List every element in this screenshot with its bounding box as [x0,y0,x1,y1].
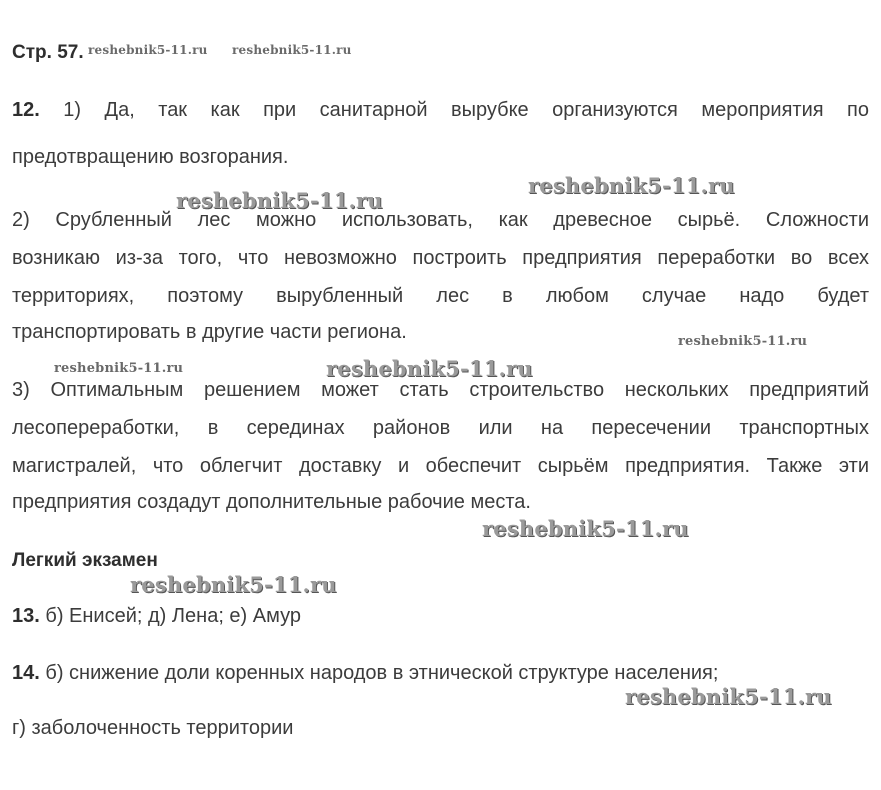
q12-p1-line-2: предотвращению возгорания. [12,146,289,168]
q12-p2-line-2: возникаю из-за того, что невозможно построить предприятия переработки во всех [12,247,869,269]
watermark: reshebnik5-11.ru [482,516,689,541]
section-heading: Легкий экзамен [12,550,158,571]
q12-line-1 [12,98,869,122]
watermark: reshebnik5-11.ru [326,356,533,381]
q14-text-1: б) снижение доли коренных народов в этнической структуре населения; [45,662,719,684]
page-title: Стр. 57. [12,42,84,63]
watermark: reshebnik5-11.ru [678,334,808,349]
q12-p3-line-3: магистралей, что облегчит доставку и обеспечит сырьём предприятия. Также эти [12,455,869,477]
watermark: reshebnik5-11.ru [528,173,735,198]
q12-p3-line-4: предприятия создадут дополнительные рабочие места. [12,491,531,513]
q12-p2-line-1: 2) Срубленный лес можно использовать, как древесное сырьё. Сложности [12,209,869,231]
q13-number: 13. [12,605,40,627]
q14-line-1 [12,661,718,685]
q12-p1-line-1: 1) Да, так как при санитарной вырубке организуются мероприятия по [63,99,870,121]
watermark: reshebnik5-11.ru [176,188,383,213]
q14-line-2: г) заболоченность территории [12,717,294,739]
q12-p3-line-2: лесопереработки, в серединах районов или на пересечении транспортных [12,417,869,439]
q12-number: 12. [12,99,40,121]
q12-p2-line-4: транспортировать в другие части региона. [12,321,407,343]
q13-text: б) Енисей; д) Лена; е) Амур [45,605,301,627]
watermark: reshebnik5-11.ru [625,684,832,709]
watermark: reshebnik5-11.ru [130,572,337,597]
watermark: reshebnik5-11.ru [232,43,352,57]
q12-p3-line-1: 3) Оптимальным решением может стать строительство нескольких предприятий [12,379,869,401]
watermark: reshebnik5-11.ru [88,43,208,57]
q14-number: 14. [12,662,40,684]
q12-p2-line-3: территориях, поэтому вырубленный лес в любом случае надо будет [12,285,869,307]
watermark: reshebnik5-11.ru [54,361,184,376]
q13-line [12,604,301,628]
